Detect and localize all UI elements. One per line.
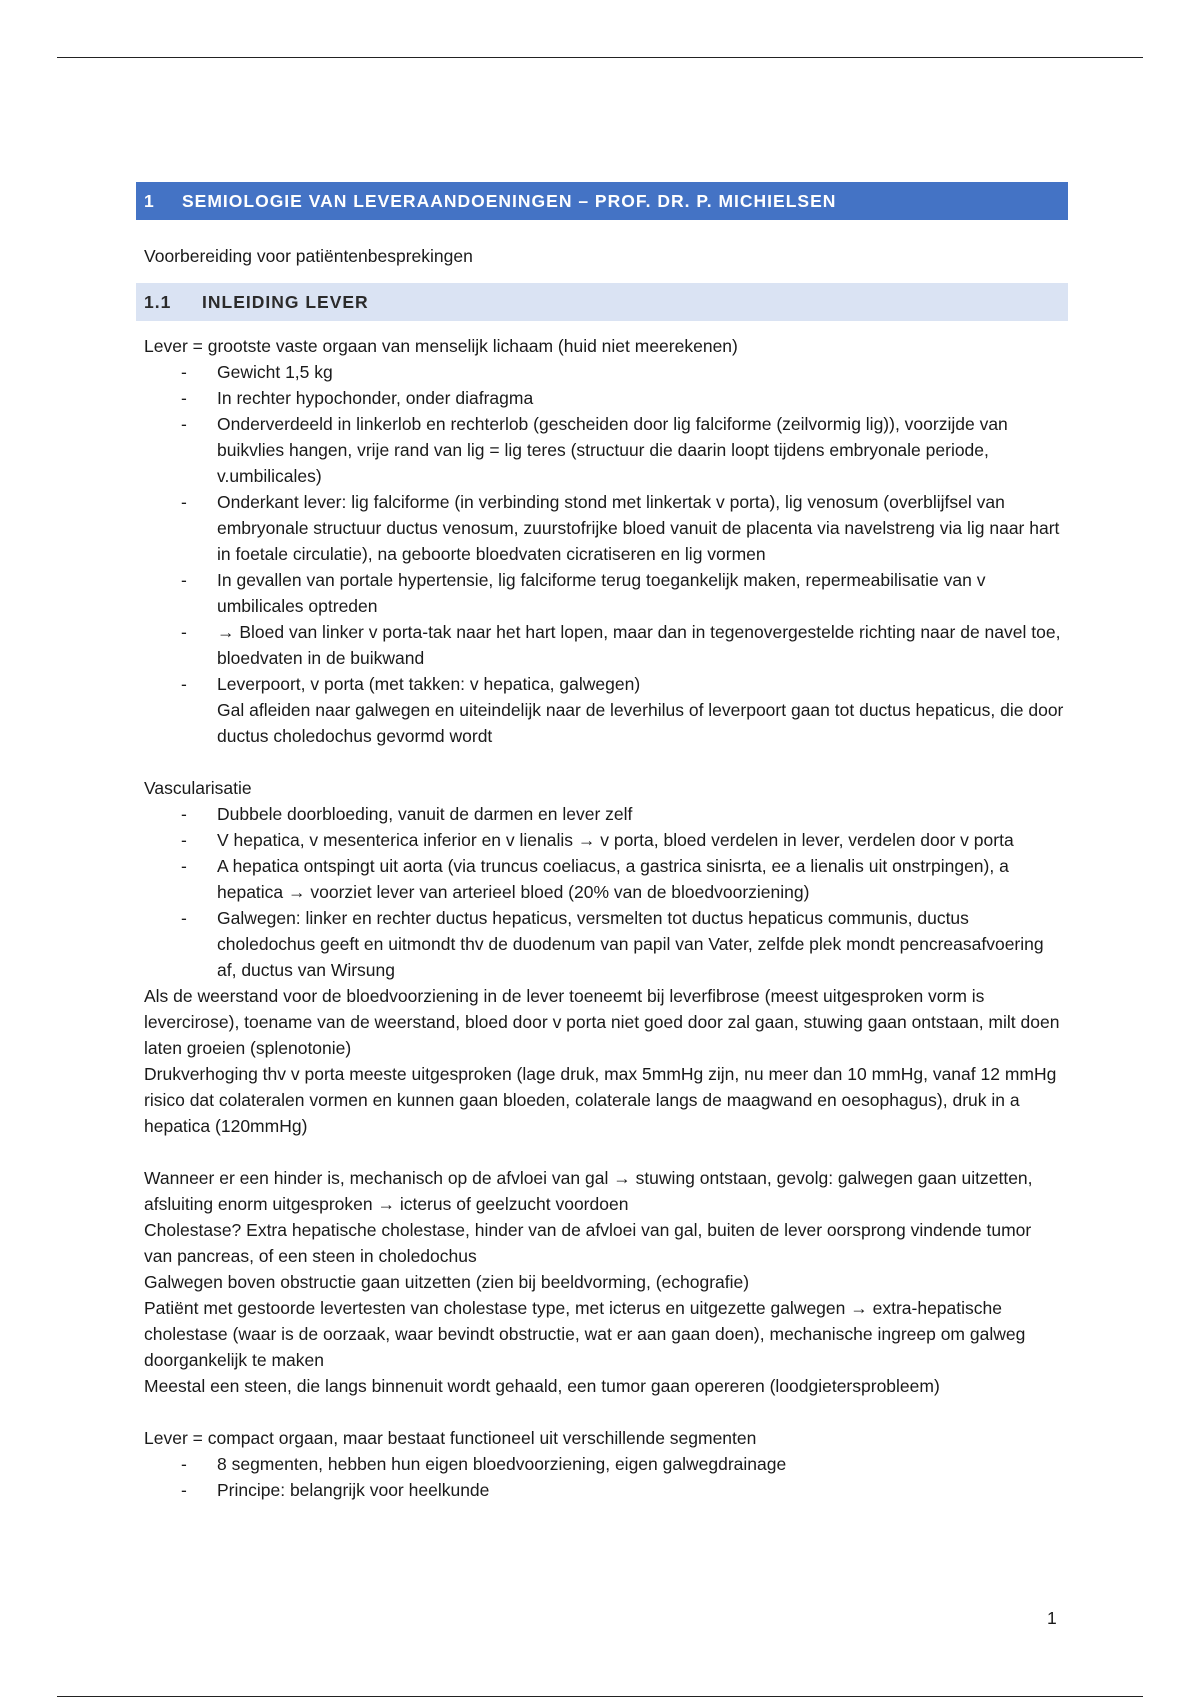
- list-item: - Dubbele doorbloeding, vanuit de darmen en lever zelf: [144, 801, 1064, 827]
- intro-text: Voorbereiding voor patiëntenbesprekingen: [144, 246, 473, 266]
- list-item: - Onderkant lever: lig falciforme (in verbinding stond met linkertak v porta), lig venosum (overblijfsel van embryonale structuur ductus venosum, zuurstofrijke bloed vanuit de placenta via navelstreng via lig naar hart in foetale circulatie), na geboorte bloedvaten cicratiseren en lig vormen: [144, 489, 1064, 567]
- paragraph: Galwegen boven obstructie gaan uitzetten (zien bij beeldvorming, (echografie): [144, 1272, 750, 1292]
- list-item: - → Bloed van linker v porta-tak naar het hart lopen, maar dan in tegenovergestelde richting naar de navel toe, bloedvaten in de buikwand: [144, 619, 1064, 671]
- paragraph: Cholestase? Extra hepatische cholestase, hinder van de afvloei van gal, buiten de lever oorsprong vindende tumor van pancreas, of een steen in choledochus: [144, 1220, 1032, 1266]
- heading-2-number: 1.1: [144, 292, 172, 312]
- paragraph: Vascularisatie: [144, 778, 252, 798]
- bullet-list: [144, 801, 1064, 983]
- document-body: [144, 333, 1064, 1503]
- list-item: - V hepatica, v mesenterica inferior en v lienalis → v porta, bloed verdelen in lever, verdelen door v porta: [144, 827, 1064, 853]
- list-item: - 8 segmenten, hebben hun eigen bloedvoorziening, eigen galwegdrainage: [144, 1451, 1064, 1477]
- bullet-list: [144, 359, 1064, 749]
- list-item: - In gevallen van portale hypertensie, lig falciforme terug toegankelijk maken, repermeabilisatie van v umbilicales optreden: [144, 567, 1064, 619]
- paragraph: Lever = compact orgaan, maar bestaat functioneel uit verschillende segmenten: [144, 1428, 757, 1448]
- list-item: [144, 671, 1064, 749]
- list-item-text: Leverpoort, v porta (met takken: v hepatica, galwegen): [217, 674, 641, 694]
- list-item: - In rechter hypochonder, onder diafragma: [144, 385, 1064, 411]
- page-number: 1: [1047, 1608, 1057, 1628]
- heading-2-title: INLEIDING LEVER: [202, 292, 369, 312]
- paragraph: Wanneer er een hinder is, mechanisch op de afvloei van gal → stuwing ontstaan, gevolg: galwegen gaan uitzetten, afsluiting enorm uitgesproken → icterus of geelzucht voordoen: [144, 1168, 1033, 1214]
- heading-1-number: 1: [144, 191, 155, 211]
- heading-1: [136, 182, 1068, 220]
- bullet-list: [144, 1451, 1064, 1503]
- list-item: - Galwegen: linker en rechter ductus hepaticus, versmelten tot ductus hepaticus communis, ductus choledochus geeft en uitmondt thv de duodenum van papil van Vater, zelfde plek mondt pencreasafvoering af, ductus van Wirsung: [144, 905, 1064, 983]
- list-item-continuation: Gal afleiden naar galwegen en uiteindelijk naar de leverhilus of leverpoort gaan tot ductus hepaticus, die door ductus choledochus gevormd wordt: [217, 700, 1064, 746]
- list-item: - Gewicht 1,5 kg: [144, 359, 1064, 385]
- header-rule: [57, 57, 1143, 58]
- list-item: - A hepatica ontspingt uit aorta (via truncus coeliacus, a gastrica sinisrta, ee a lienalis uit onstrpingen), a hepatica → voorziet lever van arterieel bloed (20% van de bloedvoorziening): [144, 853, 1064, 905]
- footer-rule: [57, 1696, 1143, 1697]
- list-item: - Principe: belangrijk voor heelkunde: [144, 1477, 1064, 1503]
- paragraph: Lever = grootste vaste orgaan van menselijk lichaam (huid niet meerekenen): [144, 336, 738, 356]
- heading-1-title: SEMIOLOGIE VAN LEVERAANDOENINGEN – PROF. DR. P. MICHIELSEN: [182, 191, 837, 211]
- paragraph: Drukverhoging thv v porta meeste uitgesproken (lage druk, max 5mmHg zijn, nu meer dan 10 mmHg, vanaf 12 mmHg risico dat colateralen vormen en kunnen gaan bloeden, colaterale langs de maagwand en oesophagus), druk in a hepatica (120mmHg): [144, 1064, 1057, 1136]
- paragraph: Als de weerstand voor de bloedvoorziening in de lever toeneemt bij leverfibrose (meest uitgesproken vorm is levercirose), toename van de weerstand, bloed door v porta niet goed door zal gaan, stuwing gaan ontstaan, milt doen laten groeien (splenotonie): [144, 986, 1060, 1058]
- paragraph: Patiënt met gestoorde levertesten van cholestase type, met icterus en uitgezette galwegen → extra-hepatische cholestase (waar is de oorzaak, waar bevindt obstructie, wat er aan gaan doen), mechanische ingreep om galweg doorgankelijk te maken: [144, 1298, 1026, 1370]
- heading-2: [136, 283, 1068, 321]
- paragraph: Meestal een steen, die langs binnenuit wordt gehaald, een tumor gaan opereren (loodgietersprobleem): [144, 1376, 940, 1396]
- list-item: - Onderverdeeld in linkerlob en rechterlob (gescheiden door lig falciforme (zeilvormig lig)), voorzijde van buikvlies hangen, vrije rand van lig = lig teres (structuur die daarin loopt tijdens embryonale periode, v.umbilicales): [144, 411, 1064, 489]
